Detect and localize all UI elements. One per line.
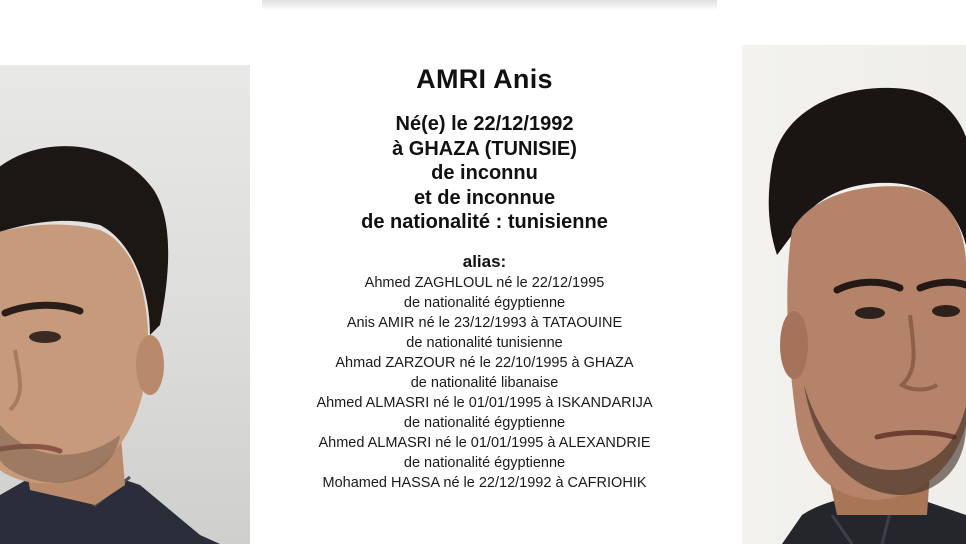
father-line: de inconnu bbox=[431, 162, 538, 184]
birth-place-line: à GHAZA (TUNISIE) bbox=[392, 137, 577, 160]
notice-text-block bbox=[262, 62, 707, 494]
alias-line: de nationalité tunisienne bbox=[406, 334, 563, 351]
alias-line: Anis AMIR né le 23/12/1993 à TATAOUINE bbox=[346, 314, 623, 331]
right-portrait-illustration bbox=[742, 45, 966, 544]
left-photo bbox=[0, 65, 250, 544]
nationality-line: de nationalité : tunisienne bbox=[361, 211, 608, 233]
left-portrait-illustration bbox=[0, 65, 250, 544]
alias-line: Ahmed ZAGHLOUL né le 22/12/1995 bbox=[364, 274, 605, 291]
alias-line: de nationalité égyptienne bbox=[403, 294, 566, 311]
top-cropped-text-strip bbox=[262, 0, 717, 10]
alias-line: Mohamed HASSA né le 22/12/1992 à CAFRIOHIK bbox=[322, 475, 647, 492]
subject-name: AMRI Anis bbox=[416, 64, 553, 94]
alias-line: Ahmed ALMASRI né le 01/01/1995 à ISKANDARIJA bbox=[316, 395, 653, 412]
right-photo bbox=[742, 45, 966, 544]
alias-line: Ahmed ALMASRI né le 01/01/1995 à ALEXANDRIE bbox=[318, 435, 651, 452]
alias-line: de nationalité égyptienne bbox=[403, 455, 566, 472]
birth-date-line: Né(e) le 22/12/1992 bbox=[395, 113, 574, 135]
alias-heading: alias: bbox=[462, 251, 507, 271]
alias-line: Ahmad ZARZOUR né le 22/10/1995 à GHAZA bbox=[335, 354, 634, 371]
birth-details bbox=[262, 112, 707, 235]
mother-line: et de inconnue bbox=[413, 186, 556, 209]
alias-list bbox=[262, 273, 707, 494]
alias-line: de nationalité libanaise bbox=[410, 374, 559, 391]
alias-line: de nationalité égyptienne bbox=[403, 415, 566, 432]
